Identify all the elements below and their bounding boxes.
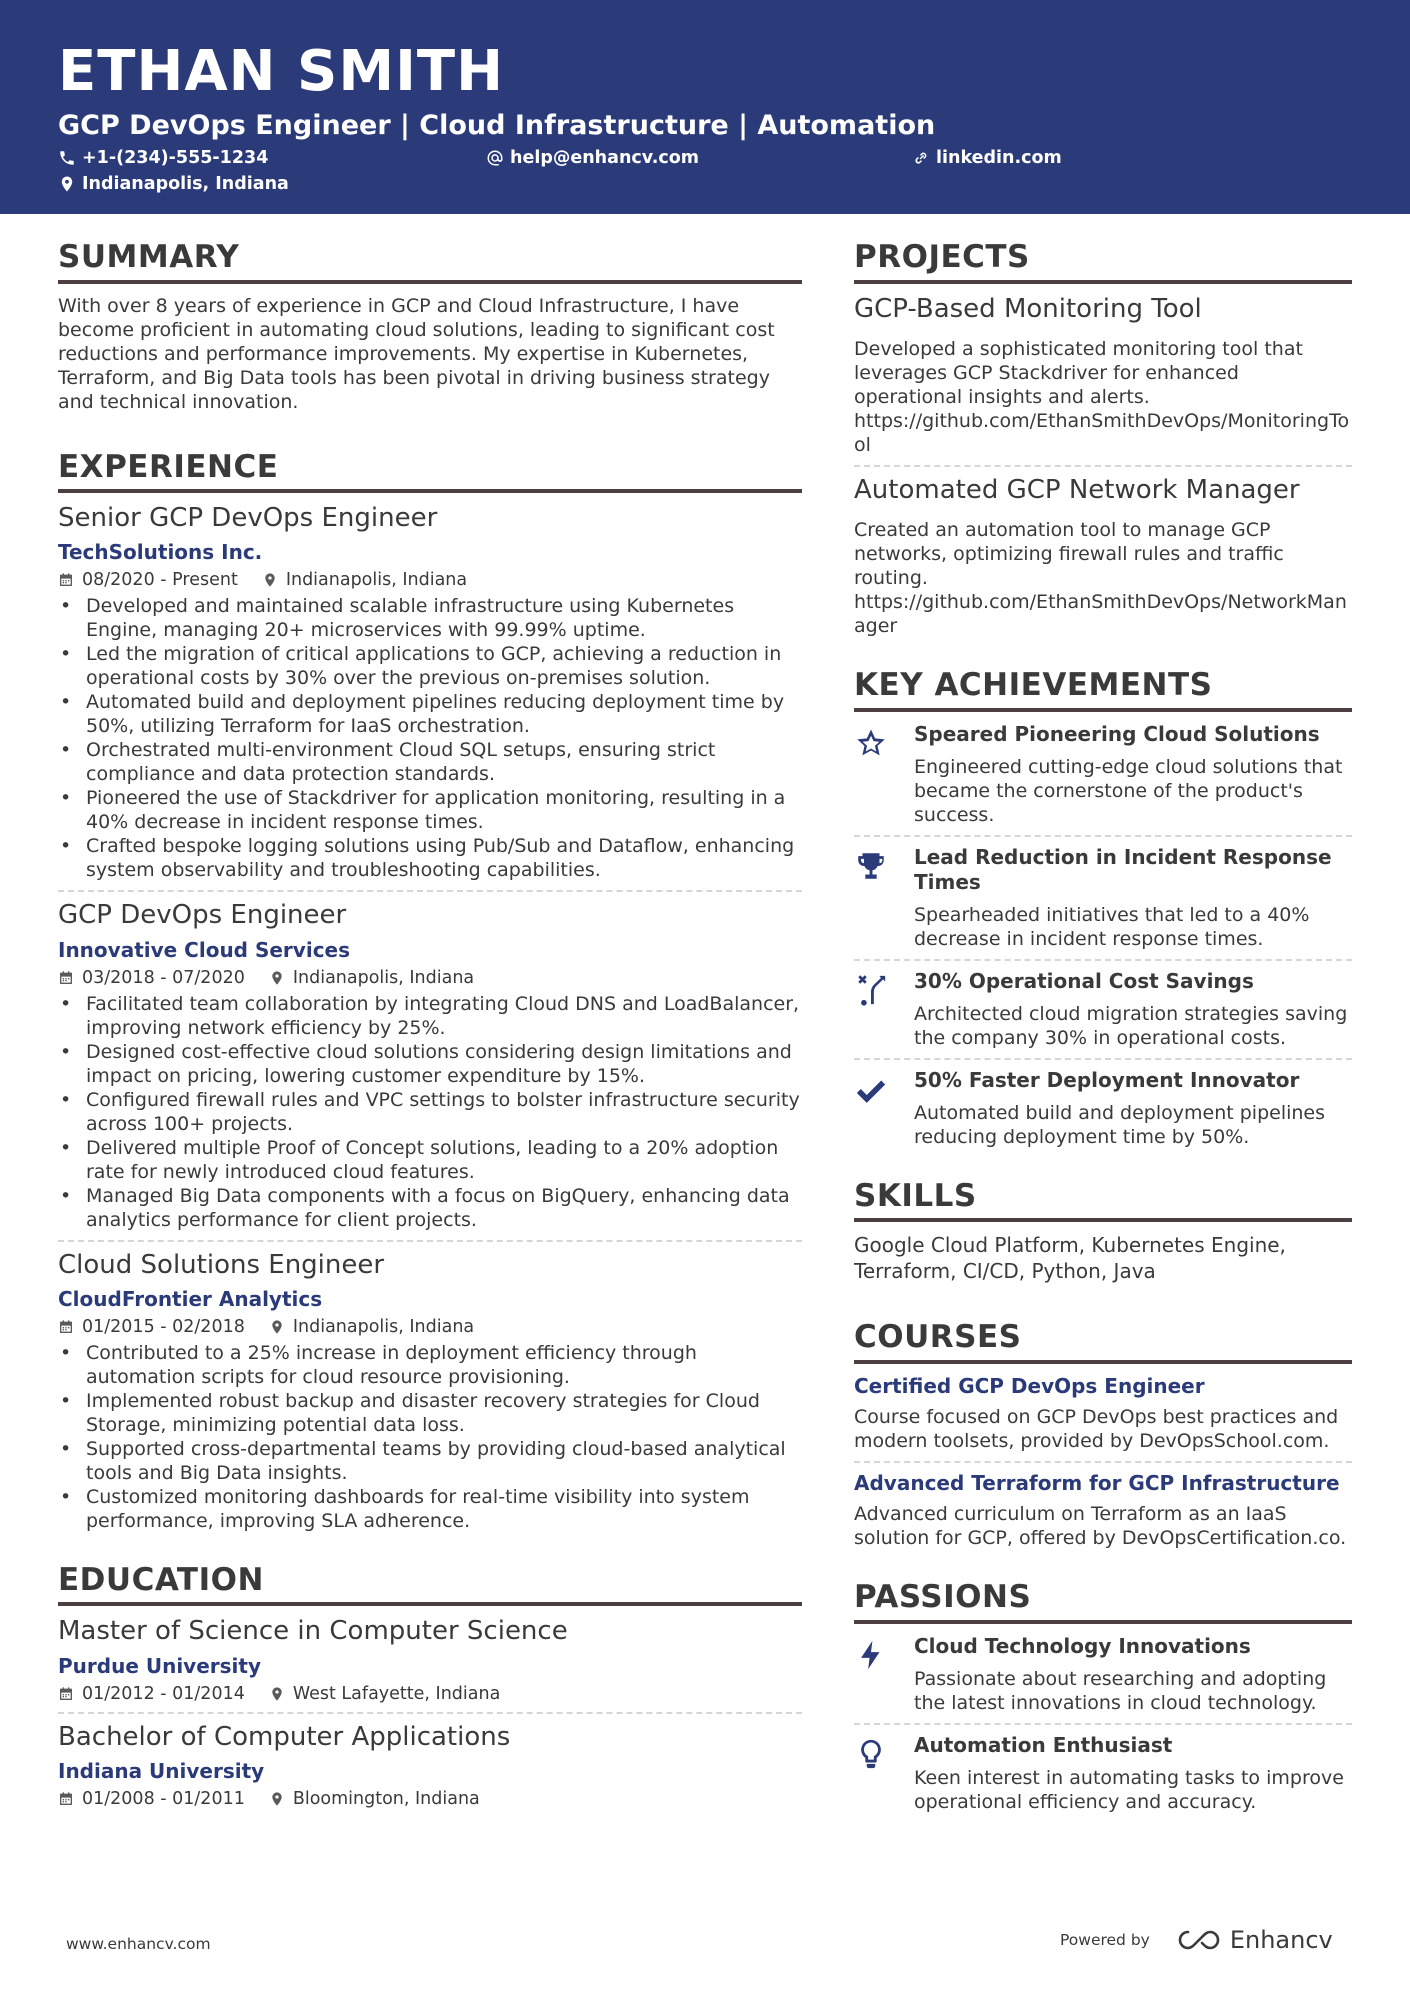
company-name: CloudFrontier Analytics [58, 1286, 323, 1311]
course-item [854, 1471, 1352, 1550]
achievement-item [854, 722, 1352, 827]
passions-section [854, 1580, 1352, 1814]
link-icon [912, 149, 930, 167]
location-pin-icon [269, 1791, 285, 1807]
education-location: West Lafayette, Indiana [292, 1683, 501, 1704]
check-icon [854, 1072, 888, 1106]
project-item [854, 475, 1352, 638]
divider [58, 890, 802, 892]
achievement-item [854, 845, 1352, 951]
course-title: Certified GCP DevOps Engineer [854, 1373, 1205, 1398]
achievement-title: 30% Operational Cost Savings [914, 968, 1254, 993]
school-name: Purdue University [58, 1653, 261, 1678]
bullet-item: • Orchestrated multi-environment Cloud SQL setups, ensuring strict compliance and data protection standards. [58, 738, 802, 786]
education-heading: EDUCATION [58, 1563, 802, 1607]
divider [854, 1723, 1352, 1725]
achievement-item [854, 969, 1352, 1050]
passion-text: Passionate about researching and adopting the latest innovations in cloud technology. [914, 1667, 1327, 1714]
enhancv-logo[interactable] [1176, 1926, 1333, 1954]
job-dates: 01/2015 - 02/2018 [82, 1316, 245, 1337]
bullet-item: • Led the migration of critical applications to GCP, achieving a reduction in operational costs by 30% over the previous on-premises solution. [58, 642, 802, 690]
bullet-item: • Managed Big Data components with a focus on BigQuery, enhancing data analytics performance for client projects. [58, 1184, 802, 1232]
brand-name: Enhancv [1229, 1926, 1333, 1954]
bullet-item: • Crafted bespoke logging solutions using Pub/Sub and Dataflow, enhancing system observability and troubleshooting capabilities. [58, 834, 802, 882]
degree-title: Bachelor of Computer Applications [58, 1721, 511, 1752]
bullet-item: • Supported cross-departmental teams by providing cloud-based analytical tools and Big Data insights. [58, 1437, 802, 1485]
achievement-text: Architected cloud migration strategies saving the company 30% in operational costs. [914, 1002, 1348, 1049]
lightning-icon [854, 1638, 888, 1672]
phone-icon [58, 149, 76, 167]
achievement-title: Lead Reduction in Incident Response Times [914, 844, 1332, 894]
bullet-item: • Delivered multiple Proof of Concept solutions, leading to a 20% adoption rate for newly introduced cloud features. [58, 1136, 802, 1184]
achievement-text: Spearheaded initiatives that led to a 40% decrease in incident response times. [914, 903, 1310, 950]
job-location: Indianapolis, Indiana [292, 1316, 475, 1337]
education-meta [58, 1789, 802, 1809]
education-meta [58, 1684, 802, 1704]
projects-section [854, 240, 1352, 638]
resume-header [0, 0, 1410, 214]
right-column [854, 240, 1352, 1814]
location-pin-icon [58, 175, 76, 193]
candidate-title: GCP DevOps Engineer | Cloud Infrastructure | Automation [58, 110, 936, 141]
experience-heading: EXPERIENCE [58, 450, 802, 494]
passion-item [854, 1634, 1352, 1715]
skills-section [854, 1179, 1352, 1285]
bullet-item: • Pioneered the use of Stackdriver for application monitoring, resulting in a 40% decrease in incident response times. [58, 786, 802, 834]
location-pin-icon [269, 1319, 285, 1335]
school-name: Indiana University [58, 1758, 265, 1783]
project-title: GCP-Based Monitoring Tool [854, 293, 1202, 324]
passion-text: Keen interest in automating tasks to improve operational efficiency and accuracy. [914, 1766, 1344, 1813]
job-bullets [58, 1341, 802, 1533]
location-pin-icon [269, 970, 285, 986]
bullet-item: • Designed cost-effective cloud solutions considering design limitations and impact on pricing, lowering customer expenditure by 15%. [58, 1040, 802, 1088]
location-text: Indianapolis, Indiana [82, 174, 289, 194]
email-text: help@enhancv.com [510, 148, 700, 168]
courses-section [854, 1320, 1352, 1550]
skills-text: Google Cloud Platform, Kubernetes Engine, Terraform, CI/CD, Python, Java [854, 1233, 1286, 1284]
lightbulb-icon [854, 1737, 888, 1771]
candidate-name: ETHAN SMITH [58, 39, 504, 104]
bullet-item: • Contributed to a 25% increase in deployment efficiency through automation scripts for cloud resource provisioning. [58, 1341, 802, 1389]
divider [854, 1058, 1352, 1060]
education-item [58, 1722, 802, 1809]
job-title: GCP DevOps Engineer [58, 900, 347, 931]
bullet-item: • Configured firewall rules and VPC settings to bolster infrastructure security across 100+ projects. [58, 1088, 802, 1136]
project-title: Automated GCP Network Manager [854, 474, 1300, 505]
calendar-icon [58, 970, 74, 986]
passions-heading: PASSIONS [854, 1580, 1352, 1624]
education-section [58, 1563, 802, 1809]
job-location: Indianapolis, Indiana [285, 570, 468, 591]
experience-item [58, 900, 802, 1231]
degree-title: Master of Science in Computer Science [58, 1616, 568, 1647]
divider [854, 835, 1352, 837]
experience-section [58, 450, 802, 1533]
achievement-text: Engineered cutting-edge cloud solutions that became the cornerstone of the product's success. [914, 755, 1343, 826]
achievement-text: Automated build and deployment pipelines reducing deployment time by 50%. [914, 1101, 1326, 1148]
summary-heading: SUMMARY [58, 240, 802, 284]
summary-section [58, 240, 802, 414]
divider [854, 959, 1352, 961]
contact-email[interactable] [486, 148, 699, 168]
job-bullets [58, 992, 802, 1232]
summary-text: With over 8 years of experience in GCP and Cloud Infrastructure, I have become proficient in automating cloud solutions, leading to significant cost reductions and performance improvements. My expertise in Kubernetes, Terraform, and Big Data tools has been pivotal in driving business strategy and technical innovation. [58, 294, 775, 413]
project-description: Developed a sophisticated monitoring tool that leverages GCP Stackdriver for enhanced operational insights and alerts. [854, 337, 1303, 408]
achievements-heading: KEY ACHIEVEMENTS [854, 668, 1352, 712]
project-description: Created an automation tool to manage GCP networks, optimizing firewall rules and traffic routing. [854, 519, 1284, 590]
education-item [58, 1616, 802, 1703]
bullet-item: • Facilitated team collaboration by integrating Cloud DNS and LoadBalancer, improving network efficiency by 25%. [58, 992, 802, 1040]
achievement-title: 50% Faster Deployment Innovator [914, 1067, 1300, 1092]
calendar-icon [58, 572, 74, 588]
contact-location [58, 174, 289, 194]
achievement-title: Speared Pioneering Cloud Solutions [914, 721, 1320, 746]
job-bullets [58, 594, 802, 882]
education-dates: 01/2012 - 01/2014 [82, 1683, 245, 1704]
job-meta [58, 968, 802, 988]
job-meta [58, 570, 802, 590]
star-icon [854, 726, 888, 760]
divider [58, 1240, 802, 1242]
bullet-item: • Customized monitoring dashboards for real-time visibility into system performance, improving SLA adherence. [58, 1485, 802, 1533]
strategy-icon [854, 973, 888, 1007]
location-pin-icon [269, 1686, 285, 1702]
education-location: Bloomington, Indiana [292, 1788, 480, 1809]
projects-heading: PROJECTS [854, 240, 1352, 284]
achievement-item [854, 1068, 1352, 1149]
skills-heading: SKILLS [854, 1179, 1352, 1223]
job-location: Indianapolis, Indiana [292, 967, 475, 988]
bullet-item: • Implemented robust backup and disaster recovery strategies for Cloud Storage, minimizing potential data loss. [58, 1389, 802, 1437]
linkedin-text: linkedin.com [936, 148, 1062, 168]
company-name: TechSolutions Inc. [58, 540, 263, 565]
calendar-icon [58, 1319, 74, 1335]
job-meta [58, 1317, 802, 1337]
at-icon [486, 149, 504, 167]
divider [854, 465, 1352, 467]
project-item [854, 294, 1352, 457]
job-title: Cloud Solutions Engineer [58, 1249, 385, 1280]
courses-heading: COURSES [854, 1320, 1352, 1364]
divider [58, 1712, 802, 1714]
calendar-icon [58, 1686, 74, 1702]
course-text: Advanced curriculum on Terraform as an IaaS solution for GCP, offered by DevOpsCertification.co. [854, 1502, 1347, 1549]
job-title: Senior GCP DevOps Engineer [58, 503, 438, 534]
course-text: Course focused on GCP DevOps best practices and modern toolsets, provided by DevOpsSchool.com. [854, 1405, 1339, 1452]
powered-by-text: Powered by [1060, 1931, 1150, 1949]
education-dates: 01/2008 - 01/2011 [82, 1788, 245, 1809]
passion-title: Cloud Technology Innovations [914, 1633, 1251, 1658]
contact-linkedin[interactable] [912, 148, 1062, 168]
contact-phone[interactable] [58, 148, 268, 168]
bullet-item: • Automated build and deployment pipelines reducing deployment time by 50%, utilizing Terraform for IaaS orchestration. [58, 690, 802, 738]
left-column [58, 240, 802, 1813]
passion-title: Automation Enthusiast [914, 1732, 1173, 1757]
course-title: Advanced Terraform for GCP Infrastructure [854, 1470, 1340, 1495]
experience-item [58, 503, 802, 882]
calendar-icon [58, 1791, 74, 1807]
enhancv-logo-icon [1176, 1928, 1222, 1952]
project-link[interactable]: https://github.com/EthanSmithDevOps/MonitoringTool [854, 409, 1350, 456]
job-dates: 08/2020 - Present [82, 570, 238, 591]
project-link[interactable]: https://github.com/EthanSmithDevOps/NetworkManager [854, 591, 1347, 638]
achievements-section [854, 668, 1352, 1149]
passion-item [854, 1733, 1352, 1814]
bullet-item: • Developed and maintained scalable infrastructure using Kubernetes Engine, managing 20+ microservices with 99.99% uptime. [58, 594, 802, 642]
trophy-icon [854, 849, 888, 883]
footer-website[interactable]: www.enhancv.com [66, 1935, 211, 1953]
job-dates: 03/2018 - 07/2020 [82, 967, 245, 988]
experience-item [58, 1250, 802, 1533]
divider [854, 1461, 1352, 1463]
phone-text: +1-(234)-555-1234 [82, 148, 269, 168]
company-name: Innovative Cloud Services [58, 937, 351, 962]
footer-branding [1060, 1926, 1333, 1954]
location-pin-icon [262, 572, 278, 588]
course-item [854, 1374, 1352, 1453]
